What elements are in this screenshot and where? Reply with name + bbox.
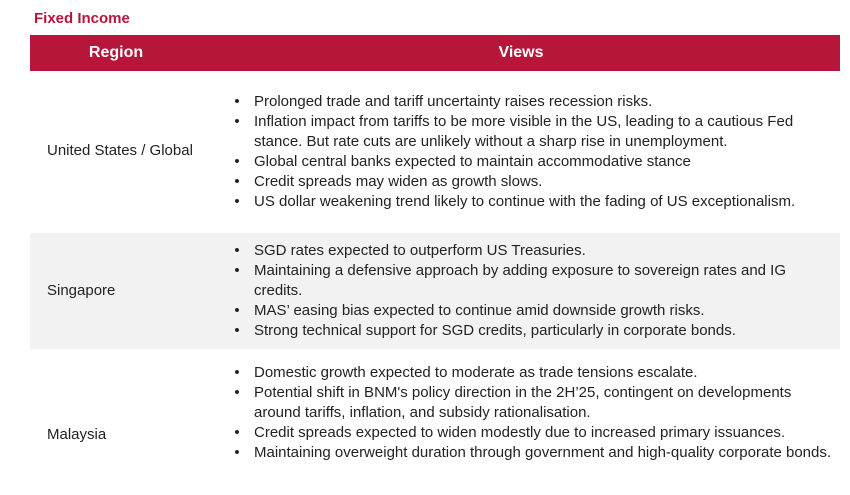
- bullet-icon: •: [234, 153, 240, 170]
- region-cell: United States / Global: [47, 142, 193, 159]
- bullet-icon: •: [234, 364, 240, 381]
- list-item: • Inflation impact from tariffs to be more visible in the US, leading to a cautious Fed stance. But rate cuts are unlikely without a sharp rise in unemployment.: [216, 112, 840, 152]
- header-region: Region: [88, 44, 144, 61]
- bullet-icon: •: [234, 444, 240, 461]
- bullet-icon: •: [234, 322, 240, 339]
- table-row: [30, 233, 840, 349]
- bullet-icon: •: [234, 193, 240, 210]
- list-item: • Maintaining overweight duration through government and high-quality corporate bonds.: [216, 443, 840, 463]
- views-list: [216, 92, 840, 212]
- bullet-icon: •: [234, 424, 240, 441]
- bullet-icon: •: [234, 242, 240, 259]
- list-item: • Strong technical support for SGD credits, particularly in corporate bonds.: [216, 321, 840, 341]
- table-row: [30, 73, 840, 229]
- table-row: [30, 353, 840, 495]
- views-cell: [216, 90, 840, 212]
- section-title: Fixed Income: [34, 10, 130, 27]
- bullet-icon: •: [234, 113, 240, 130]
- bullet-icon: •: [234, 302, 240, 319]
- bullet-icon: •: [234, 384, 240, 401]
- views-list: [216, 241, 840, 341]
- list-item: • US dollar weakening trend likely to continue with the fading of US exceptionalism.: [216, 192, 840, 212]
- list-item: • Credit spreads expected to widen modestly due to increased primary issuances.: [216, 423, 840, 443]
- list-item: • Global central banks expected to maintain accommodative stance: [216, 152, 840, 172]
- region-cell: Singapore: [47, 282, 116, 299]
- header-views: Views: [498, 44, 544, 61]
- list-item: • MAS’ easing bias expected to continue amid downside growth risks.: [216, 301, 840, 321]
- views-cell: [216, 241, 840, 341]
- table-header: [30, 35, 840, 71]
- bullet-icon: •: [234, 173, 240, 190]
- list-item: • Domestic growth expected to moderate as trade tensions escalate.: [216, 363, 840, 383]
- views-table: [30, 35, 840, 495]
- bullet-icon: •: [234, 93, 240, 110]
- list-item: • Potential shift in BNM's policy direction in the 2H’25, contingent on developments around tariffs, inflation, and subsidy rationalisation.: [216, 383, 840, 423]
- list-item: • Credit spreads may widen as growth slows.: [216, 172, 840, 192]
- region-cell: Malaysia: [47, 426, 107, 443]
- views-cell: [216, 353, 840, 463]
- views-list: [216, 363, 840, 463]
- list-item: • Maintaining a defensive approach by adding exposure to sovereign rates and IG credits.: [216, 261, 840, 301]
- bullet-icon: •: [234, 262, 240, 279]
- list-item: • Prolonged trade and tariff uncertainty raises recession risks.: [216, 92, 840, 112]
- list-item: • SGD rates expected to outperform US Treasuries.: [216, 241, 840, 261]
